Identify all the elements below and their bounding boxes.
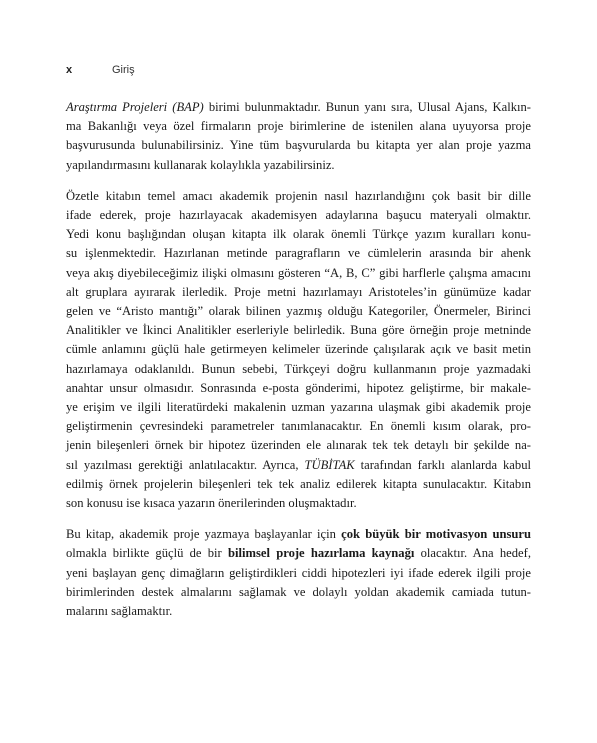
text-line bbox=[66, 525, 531, 544]
text-line bbox=[66, 544, 531, 563]
text-run: başvurusunda bulunabilirsiniz. Yine tüm başvurularda bu kitapta yer alan proje yazma bbox=[66, 138, 531, 153]
text-run: birimlerinden destek almalarını sağlamak ve dolaylı yoldan akademik camiada tutun- bbox=[66, 584, 531, 599]
text-line bbox=[66, 456, 531, 475]
text-run: Yedi konu başlığından oluşan kitapta ilk olarak önemli Türkçe yazım kuralları konu- bbox=[66, 227, 531, 242]
text-run: jenin bileşenleri örnek bir hipotez üzerinden ele alınarak tek tek detaylı bir şekilde na- bbox=[66, 438, 531, 453]
text-run: Özetle kitabın temel amacı akademik projenin nasıl hazırlandığını çok basit bir dille bbox=[66, 188, 531, 203]
text-line bbox=[66, 602, 531, 621]
text-line bbox=[66, 321, 531, 340]
text-line bbox=[66, 302, 531, 321]
text-line bbox=[66, 475, 531, 494]
text-line bbox=[66, 136, 531, 155]
text-line bbox=[66, 583, 531, 602]
text-run: geliştirmenin çevresindeki parametreler tanımlanacaktır. En önemli kısım olarak, pro- bbox=[66, 419, 531, 434]
text-run: Analitikler ve İkinci Analitikler eserleriyle belirledik. Buna göre örneğin proje metninde bbox=[66, 323, 531, 338]
text-run: malarını sağlamaktır. bbox=[66, 604, 173, 619]
text-run: su işlenmektedir. Hazırlanan metinde paragrafların ve cümlelerin arasında bir ahenk bbox=[66, 246, 531, 261]
text-line bbox=[66, 283, 531, 302]
text-line bbox=[66, 436, 531, 455]
text-line bbox=[66, 187, 531, 206]
page-number: x bbox=[66, 64, 73, 76]
text-line bbox=[66, 398, 531, 417]
section-title: Giriş bbox=[112, 64, 135, 76]
text-run: veya akış diyebileceğimiz ilişki olmasını gösteren “A, B, C” gibi harflerle çalışma amacını bbox=[66, 265, 531, 280]
text-run: ma Bakanlığı veya özel firmaların proje birimlerine de istenilen alana uyuyorsa proje bbox=[66, 119, 531, 134]
text-line bbox=[66, 564, 531, 583]
text-run: sıl yazılması gerektiği anlatılacaktır. Ayrıca, bbox=[66, 457, 305, 472]
text-run: cümle anlamını güçlü hale getirmeyen kelimeler üzerinde çalışılarak açık ve basit metin bbox=[66, 342, 531, 357]
text-line bbox=[66, 225, 531, 244]
text-run: hazırlamaya odaklanıldı. Bunun sebebi, Türkçeyi doğru kullanmanın proje yazmadaki bbox=[66, 361, 531, 376]
body-text bbox=[66, 98, 531, 633]
text-run: gelen ve “Aristo mantığı” olarak bilinen yazmış olduğu Kategoriler, Önermeler, Birinci bbox=[66, 304, 531, 319]
text-line bbox=[66, 156, 531, 175]
text-run: anahtar unsur olmasıdır. Sonrasında e-posta gönderimi, hipotez geliştirme, bir makale- bbox=[66, 380, 531, 395]
text-line bbox=[66, 494, 531, 513]
paragraph-2 bbox=[66, 187, 531, 513]
text-run: ifade ederek, proje hazırlayacak akademisyen adaylarına başucu materyali olmaktır. bbox=[66, 208, 531, 223]
text-line bbox=[66, 244, 531, 263]
text-run: tarafından farklı alanlarda kabul bbox=[354, 457, 531, 472]
text-line bbox=[66, 360, 531, 379]
italic-text: TÜBİTAK bbox=[304, 457, 355, 472]
text-line bbox=[66, 417, 531, 436]
italic-text: Araştırma Projeleri (BAP) bbox=[66, 100, 204, 114]
text-run: ye erişim ve ilgili literatürdeki makalenin uzman yazarına ulaşmak gibi akademik proje bbox=[66, 400, 531, 415]
text-line bbox=[66, 340, 531, 359]
text-line bbox=[66, 98, 531, 117]
paragraph-3 bbox=[66, 525, 531, 621]
bold-text: bilimsel proje hazırlama kaynağı bbox=[227, 546, 415, 561]
running-header bbox=[66, 64, 135, 76]
text-line bbox=[66, 117, 531, 136]
text-run: yapılandırmasını kullanarak kolaylıkla yazabilirsiniz. bbox=[66, 157, 335, 172]
text-line bbox=[66, 264, 531, 283]
text-line bbox=[66, 379, 531, 398]
bold-text: çok büyük bir motivasyon unsuru bbox=[341, 527, 532, 542]
text-run: olacaktır. Ana hedef, bbox=[414, 546, 531, 561]
text-run: Bu kitap, akademik proje yazmaya başlayanlar için bbox=[66, 527, 342, 542]
text-run: edilmiş örnek projelerin bileşenleri tek tek analiz edilerek kitapta sunulacaktır. Kitabın bbox=[66, 476, 531, 491]
text-run: olmakla birlikte güçlü de bir bbox=[66, 546, 228, 561]
text-run: son konusu ise kısaca yazarın önerilerinden oluşmaktadır. bbox=[66, 496, 357, 511]
text-run: birimi bulunmaktadır. Bunun yanı sıra, Ulusal Ajans, Kalkın- bbox=[203, 100, 531, 114]
text-line bbox=[66, 206, 531, 225]
text-run: alt gruplara ayırarak ilerledik. Proje metni hazırlamayı Aristoteles’in günümüze kadar bbox=[66, 284, 531, 299]
paragraph-1 bbox=[66, 98, 531, 175]
text-run: yeni başlayan genç dimağların geliştirdikleri ciddi hipotezleri iyi ifade ederek ilgili proje bbox=[66, 565, 531, 580]
